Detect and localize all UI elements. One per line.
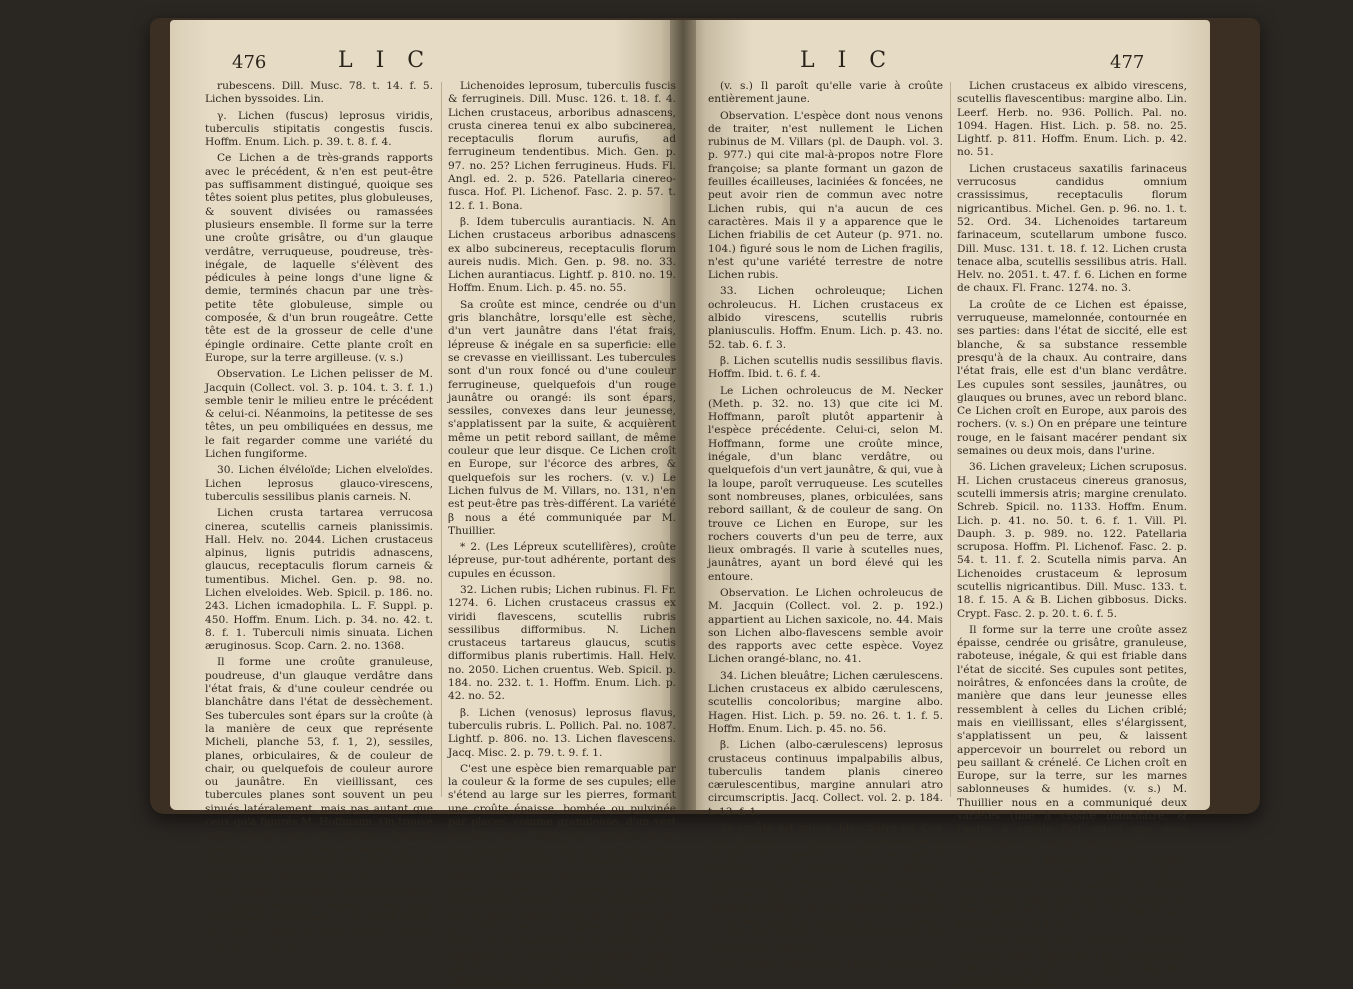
paragraph: β. Idem tuberculis aurantiacis. N. An Lichen crustaceus arboribus adnascens ex albo subcinereus, receptaculis florum aureis nudis. Mich. Gen. p. 98. no. 33. Lichen aurantiacus. Lightf. p. 810. no. 19. Hoffm. Enum. Lich. p. 45. no. 55. — [448, 215, 676, 295]
paragraph: La croûte de ce Lichen est épaisse, verruqueuse, mamelonnée, contournée en ses parties: dans l'état de siccité, elle est blanche, & sa substance ressemble presqu'à de la chaux. Au contraire, dans l'état frais, elle est d'un blanc verdâtre. Les cupules sont sessiles, jaunâtres, ou glauques ou brunes, avec un rebord blanc. Ce Lichen croît en Europe, aux parois des rochers. (v. s.) On en prépare une teinture rouge, en le faisant macérer pendant six semaines ou deux mois, dans l'urine. — [957, 298, 1187, 458]
left-page-number: 476 — [232, 52, 267, 73]
left-column-2 — [448, 80, 676, 988]
paragraph: Le Lichen ochroleucus de M. Necker (Meth. p. 32. no. 13) que cite ici M. Hoffmann, paroît plutôt appartenir à l'espèce précédente. Celui-ci, selon M. Hoffmann, forme une croûte mince, inégale, d'un blanc verdâtre, ou quelquefois d'un vert jaunâtre, & qui, vue à la loupe, paroît verruqueuse. Les scutelles sont nombreuses, planes, orbiculées, sans rebord saillant, & de couleur de sang. On trouve ce Lichen en Europe, sur les rochers couverts d'un peu de terre, aux lieux ombragés. Il varie à scutelles nues, jaunâtres, ayant un bord élevé qui les entoure. — [708, 384, 943, 583]
paragraph: Sa croûte est mince, blanchâtre ou d'un gris glauque, & souvent si abondamment chargée de cupules, qu'elle en paroît bleuâtre. Ses cupules sont petites, nombreuses, à disque bleuâtre avec un bord plus pâle. Par la suite, leur disque devient noirâtre, & leur rebord disparoît. Ce Lichen croît en Europe, sur les rochers & sur les arbres, particulièrement sur l'écorce des Tilleuls. — [708, 822, 943, 954]
paragraph: 30. Lichen élvéloïde; Lichen elveloïdes. Lichen leprosus glauco-virescens, tuberculis sessilibus planis carneis. N. — [205, 464, 433, 503]
paragraph: 31. Lichen printanier; Lichen vernalis. L. Lichen leprosus albidus, tuberculis subrotundis ferrugineis. Lin. Leerf. Herb. no. 923. Lightf. p. 805. Hoffm. Enum. Lich. p. 33. no. 41. t. 5. f. 1. — [205, 885, 433, 951]
paragraph: Observation. Le Lichen ochroleucus de M. Jacquin (Collect. vol. 2. p. 192.) appartient au Lichen saxicole, no. 44. Mais son Lichen albo-flavescens semble avoir des rapports avec cette espèce. Voyez Lichen orangé-blanc, no. 41. — [708, 586, 943, 666]
paragraph: Lichen crustaceus leprosus, scutellis cinereis. Vaill. Paris. p. 116. Lichenoides leprosum tinctorium, scutellis lapidum cancri figura. Dill. — [957, 935, 1187, 988]
left-column-1 — [205, 80, 433, 951]
paragraph: β. Lichen scutellis nudis sessilibus flavis. Hoffm. Ibid. t. 6. f. 4. — [708, 354, 943, 381]
paragraph: Il forme sur la terre une croûte assez épaisse, cendrée ou grisâtre, granuleuse, raboteuse, inégale, & qui est friable dans l'état de siccité. Ses cupules sont petites, noirâtres, & enfoncées dans la croûte, de manière que dans leur jeunesse elles ressemblent à celles du Lichen criblé; mais en vieillissant, elles s'élargissent, s'applatissent un peu, & laissent appercevoir un bourrelet ou rebord un peu saillant & crénelé. Ce Lichen croît en Europe, sur la terre, sur les marnes sablonneuses & humides. (v. s.) M. Thuillier nous en a communiqué deux variétés (une à croûte blanchâtre, & l'autre à croûte fort grise) que nous n'avons pas cru devoir distinguer. — [957, 623, 1187, 849]
paragraph: Ce Lichen a de très-grands rapports avec le précédent, & n'en est peut-être pas suffisamment distingué, quoique ses têtes soient plus petites, plus globuleuses, & souvent divisées ou ramassées plusieurs ensemble. Il forme sur la terre une croûte grisâtre, ou d'un glauque verdâtre, verruqueuse, poudreuse, très-inégale, de laquelle s'élèvent des pédicules à peine longs d'une ligne & demie, terminés chacun par une très-petite tête globuleuse, simple ou composée, & d'un brun rougeâtre. Cette tête est de la grosseur de celle d'une épingle ordinaire. Cette plante croît en Europe, sur la terre argilleuse. (v. s.) — [205, 152, 433, 364]
paragraph: Il forme une croûte granuleuse, poudreuse, d'un glauque verdâtre dans l'état frais, & d'une couleur cendrée ou blanchâtre dans l'état de dessèchement. Ses tubercules sont épars sur la croûte (à la manière de ceux que représente Micheli, planche 53, f. 1, 2), sessiles, planes, orbiculaires, & de couleur de chair, ou quelquefois de couleur aurore ou jaunâtre. En vieillissant, ces tubercules planes sont souvent un peu sinués latéralement, mais pas autant que ceux qu'a figurés M. Hoffmann. On trouve cette plante sur les troncs d'arbres pourris. (v. v.) Le Lichen elveloïdes de M. Jacquin est très-différent de cette espèce. Voyez Lichen pezizoïde, no. 51. — [205, 656, 433, 882]
paragraph: 33. Lichen ochroleuque; Lichen ochroleucus. H. Lichen crustaceus ex albido virescens, scutellis rubris planiusculis. Hoffm. Enum. Lich. p. 43. no. 52. tab. 6. f. 3. — [708, 285, 943, 351]
paragraph: 34. Lichen bleuâtre; Lichen cærulescens. Lichen crustaceus ex albido cærulescens, scutellis concoloribus; margine albo. Hagen. Hist. Lich. p. 59. no. 26. t. 1. f. 5. Hoffm. Enum. Lich. p. 45. no. 56. — [708, 669, 943, 735]
paragraph: Lichenoides leprosum, tuberculis fuscis & ferrugineis. Dill. Musc. 126. t. 18. f. 4. Lichen crustaceus, arboribus adnascens, crusta cinerea tenui ex albo subcinerea, receptaculis florum aurufis, ad ferrugineum tendentibus. Mich. Gen. p. 97. no. 25? Lichen ferrugineus. Huds. Fl. Angl. ed. 2. p. 526. Patellaria cinereo-fusca. Hof. Pl. Lichenof. Fasc. 2. p. 57. t. 12. f. 1. Bona. — [448, 80, 676, 212]
paragraph: * 2. (Les Lépreux scutellifères), croûte lépreuse, pur-tout adhérente, portant des cupules en écusson. — [448, 541, 676, 580]
column-rule — [950, 82, 951, 797]
right-column-2 — [957, 80, 1187, 988]
paragraph: rubescens. Dill. Musc. 78. t. 14. f. 5. Lichen byssoides. Lin. — [205, 80, 433, 106]
right-page-number: 477 — [1110, 52, 1145, 73]
column-rule — [441, 82, 442, 797]
paragraph: Observation. Le Lichen pelisser de M. Jacquin (Collect. vol. 3. p. 104. t. 3. f. 1.) semble tenir le milieu entre le précédent & celui-ci. Néanmoins, la petitesse de ses têtes, un peu ombiliquées en dessus, me le fait regarder comme une variété du Lichen fungiforme. — [205, 368, 433, 461]
paragraph: Lichen crustaceus saxatilis farinaceus verrucosus candidus omnium crassissimus, receptaculis florum nigricantibus. Michel. Gen. p. 96. no. 1. t. 52. Ord. 34. Lichenoides tartareum farinaceum, scutellarum umbone fusco. Dill. Musc. 131. t. 18. f. 12. Lichen crusta tenace alba, scutellis sessilibus atris. Hall. Helv. no. 2051. t. 47. f. 6. Lichen en forme de chaux. Fl. Franc. 1274. no. 3. — [957, 162, 1187, 295]
paragraph: β. Lichen (albo-cærulescens) leprosus crustaceus continuus impalpabilis albus, tuberculis tandem planis cinereo cærulescentibus, margine annulari atro circumscriptis. Jacq. Collect. vol. 2. p. 184. t. 13. f. 1. — [708, 739, 943, 818]
paragraph: Lichen crusta tartarea verrucosa cinerea, scutellis carneis planissimis. Hall. Helv. no. 2044. Lichen crustaceus alpinus, lignis putridis adnascens, glaucus, receptaculis florum carneis & tumentibus. Michel. Gen. p. 98. no. Lichen elveloides. Web. Spicil. p. 186. no. 243. Lichen icmadophila. L. F. Suppl. p. 450. Hoffm. Enum. Lich. p. 34. no. 42. t. 8. f. 1. Tuberculi nimis sinuata. Lichen æruginosus. Scop. Carn. 2. no. 1368. — [205, 507, 433, 653]
paragraph: C'est une espèce bien remarquable par la couleur & la forme de ses cupules; elle s'étend au large sur les pierres, formant une croûte épaisse, bombée ou pulvinée par places, comme granuleuse, d'un vert jaunâtre dans l'état frais, grisâtre & un peu glauque dans l'état de siccité. Cette croûte est chargée de cupules sessiles, planes, irrégulières en leur bord, & d'un rouge très-foncé. Ces cupules acquièrent jusqu'à deux lignes & demie de largeur, & ont un petit rebord élevé de la couleur de la croûte. Elles ressemblent à des rubis épars sur la superficie de la plante, & lui donnent un aspect très-élégant. Cette plante croît dans le Dauphiné, l'Allemagne, &c. sur les rochers. — [448, 762, 676, 988]
paragraph: 32. Lichen rubis; Lichen rubinus. Fl. Fr. 1274. 6. Lichen crustaceus crassus ex viridi flavescens, scutellis rubris sessilibus difformibus. N. Lichen crustaceus tartareus glaucus, scutis difformibus planis rubertimis. Hall. Helv. no. 2050. Lichen cruentus. Web. Spicil. p. 184. no. 232. t. 1. Hoffm. Enum. Lich. p. 42. no. 52. — [448, 583, 676, 703]
left-running-head: L I C — [338, 48, 433, 73]
paragraph: Sa croûte est mince, cendrée ou d'un gris blanchâtre, lorsqu'elle est sèche, d'un vert jaunâtre dans l'état frais, lépreuse & inégale en sa superficie: elle se crevasse en vieillissant. Les tubercules sont d'un roux foncé ou d'une couleur ferrugineuse, quelquefois d'un rouge jaunâtre ou orangé: ils sont épars, sessiles, convexes dans leur jeunesse, s'applatissent par la suite, & acquièrent même un petit rebord saillant, de même couleur que leur disque. Ce Lichen croît en Europe, sur l'écorce des arbres, & quelquefois sur les rochers. (v. v.) Le Lichen fulvus de M. Villars, no. 131, n'en est peut-être pas très-différent. La variété β nous a été communiquée par M. Thuillier. — [448, 298, 676, 537]
right-running-head: L I C — [800, 48, 895, 73]
paragraph: 36. Lichen graveleux; Lichen scruposus. H. Lichen crustaceus cinereus granosus, scutelli immersis atris; margine crenulato. Schreb. Spicil. no. 1133. Hoffm. Enum. Lich. p. 41. no. 50. t. 6. f. 1. Vill. Pl. Dauph. 3. p. 989. no. 122. Patellaria scruposa. Hoffm. Pl. Lichenof. Fasc. 2. p. 54. t. 11. f. 2. Scutella nimis parva. An Lichenoides crustaceum & leprosum scutellis nigricantibus. Dill. Musc. 133. t. 18. f. 15. A & B. Lichen gibbosus. Dicks. Crypt. Fasc. 2. p. 20. t. 6. f. 5. — [957, 461, 1187, 620]
paragraph: 37. Lichen pareille; Fl. Fr. Lichen parellus. L. Lichen crustaceus albus, peltis concavis obtusis pallidis. Lin. Mant. 132. Leerf. Herb. no. 939. Web. Spicil. p. 199. Lightf. Fl. Scot. p. 814. Hoffm. Enum. Lich. p. 55. t. 6. f. 2. — [957, 852, 1187, 932]
paragraph: γ. Lichen (fuscus) leprosus viridis, tuberculis stipitatis congestis fuscis. Hoffm. Enum. Lich. p. 39. t. 8. f. 4. — [205, 109, 433, 149]
paragraph: β. Lichen (venosus) leprosus flavus, tuberculis rubris. L. Pollich. Pal. no. 1087. Lightf. p. 806. no. 13. Lichen flavescens. Jacq. Misc. 2. p. 79. t. 9. f. 1. — [448, 706, 676, 759]
paragraph: Observation. L'espèce dont nous venons de traiter, n'est nullement le Lichen rubinus de M. Villars (pl. de Dauph. vol. 3. p. 977.) qui cite mal-à-propos notre Flore françoise; sa plante formant un gazon de feuilles écailleuses, laciniées & foncées, ne peut avoir rien de commun avec notre Lichen rubis, qui n'a aucun de ces caractères. Mais il y a apparence que le Lichen friabilis de cet Auteur (p. 971. no. 104.) figuré sous le nom de Lichen fragilis, n'est qu'une variété terrestre de notre Lichen rubis. — [708, 109, 943, 282]
right-column-1 — [708, 80, 943, 984]
paragraph: Lichen crustaceus ex albido virescens, scutellis flavescentibus: margine albo. Lin. Leerf. Herb. no. 936. Pollich. Pal. no. 1094. Hagen. Hist. Lich. p. 58. no. 25. Lightf. p. 811. Hoffm. Enum. Lich. p. 42. no. 51. — [957, 80, 1187, 159]
paragraph: (v. s.) Il paroît qu'elle varie à croûte entièrement jaune. — [708, 80, 943, 106]
paragraph: 35. Lichen tartareux; Lichen tartareus. L. — [708, 958, 943, 984]
